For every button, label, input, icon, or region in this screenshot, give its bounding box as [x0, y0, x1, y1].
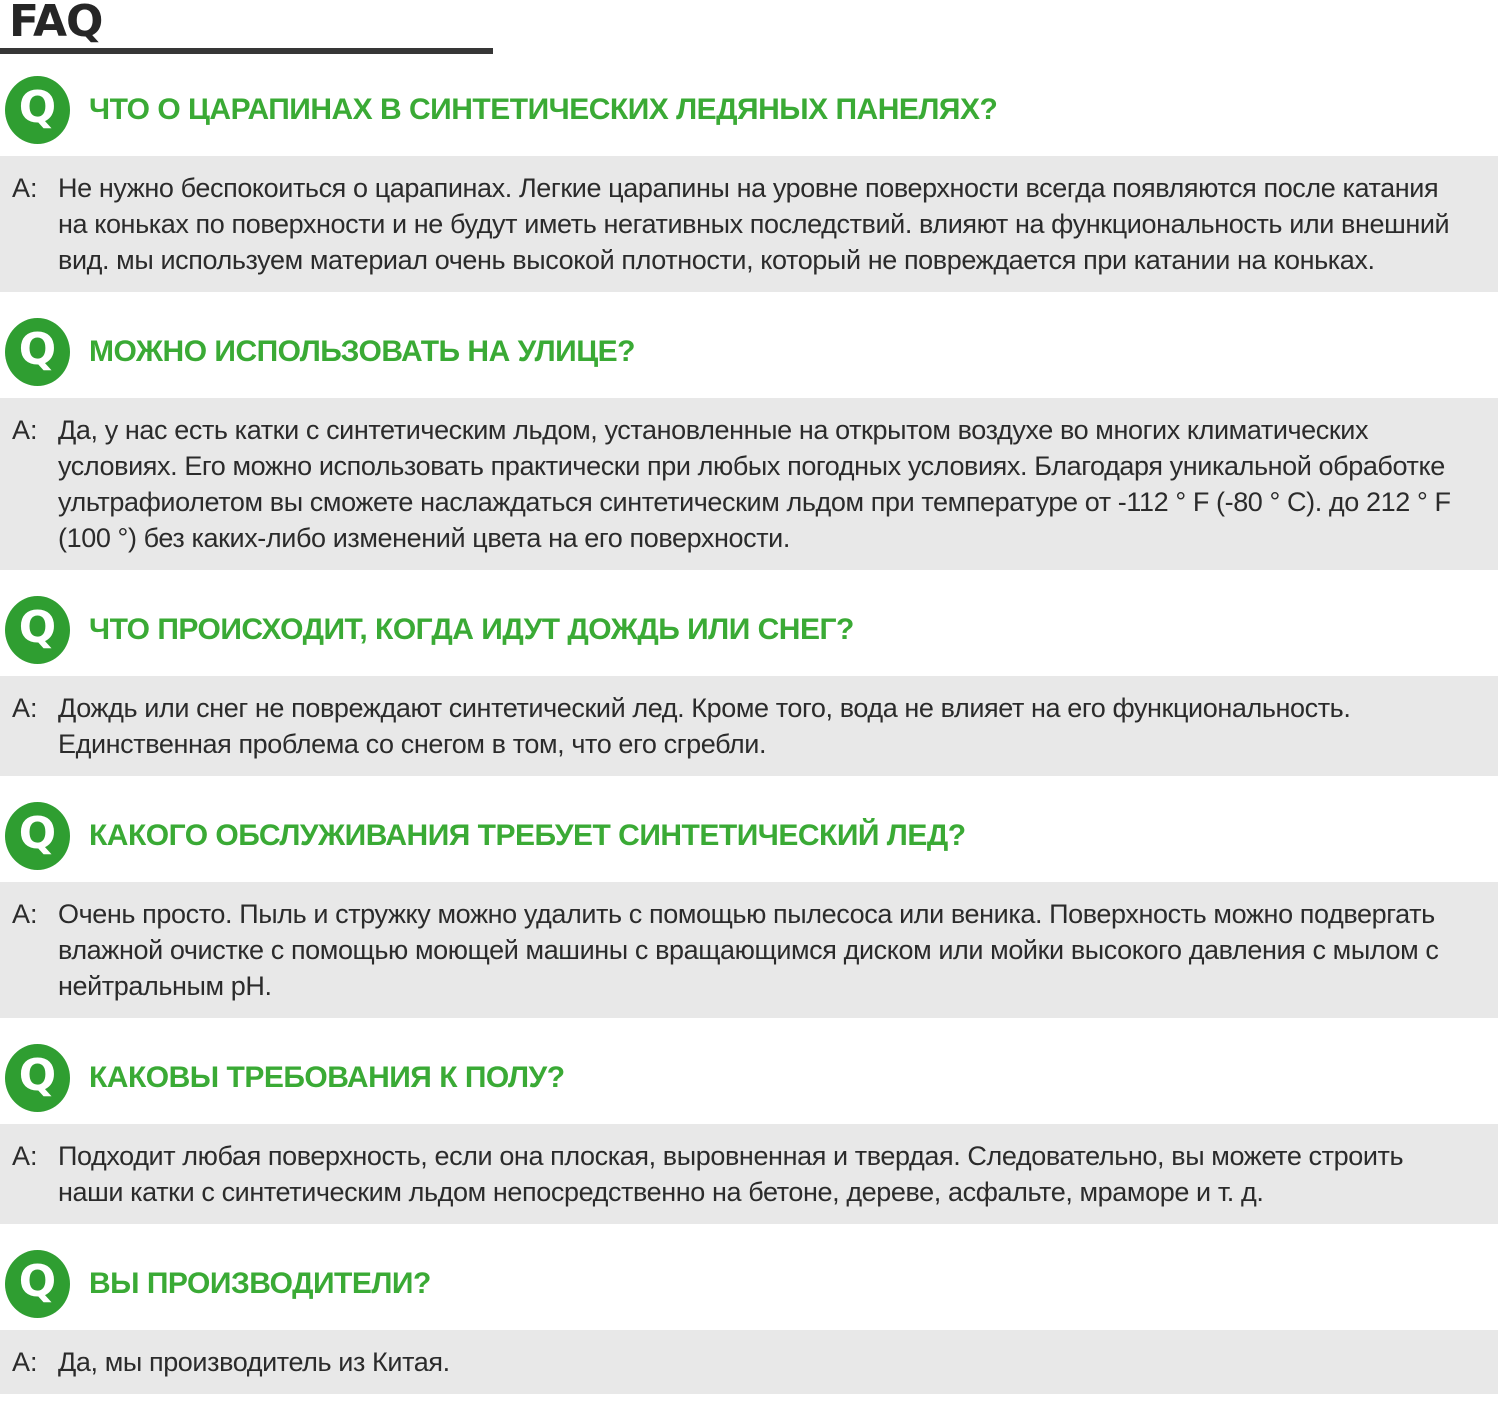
question-row — [5, 1044, 1503, 1112]
question-text: ВЫ ПРОИЗВОДИТЕЛИ? — [89, 1266, 431, 1300]
q-badge-icon: Q — [5, 1044, 70, 1112]
answer-text: Не нужно беспокоиться о царапинах. Легкие царапины на уровне поверхности всегда появляются после катания на коньках по поверхности и не будут иметь негативных последствий. влияют на функциональность или внешний вид. мы используем материал очень высокой плотности, который не повреждается при катании на коньках. — [58, 172, 1450, 275]
answer-text: Дождь или снег не повреждают синтетический лед. Кроме того, вода не влияет на его функциональность. Единственная проблема со снегом в том, что его сгребли. — [58, 692, 1351, 759]
q-badge-icon: Q — [5, 596, 70, 664]
faq-section-5 — [0, 1044, 1503, 1224]
faq-section-1 — [0, 76, 1503, 292]
q-badge-icon: Q — [5, 318, 70, 386]
q-badge-icon: Q — [5, 1250, 70, 1318]
answer-box — [0, 398, 1498, 570]
answer-box — [0, 1330, 1498, 1394]
answer-box — [0, 676, 1498, 776]
faq-list — [0, 76, 1503, 1394]
faq-section-2 — [0, 318, 1503, 570]
q-badge-icon: Q — [5, 802, 70, 870]
faq-section-3 — [0, 596, 1503, 776]
question-text: ЧТО ПРОИСХОДИТ, КОГДА ИДУТ ДОЖДЬ ИЛИ СНЕГ? — [89, 612, 854, 646]
question-text: КАКОВЫ ТРЕБОВАНИЯ К ПОЛУ? — [89, 1060, 565, 1094]
answer-label: A: — [12, 414, 38, 445]
question-row — [5, 1250, 1503, 1318]
question-text: ЧТО О ЦАРАПИНАХ В СИНТЕТИЧЕСКИХ ЛЕДЯНЫХ ПАНЕЛЯХ? — [89, 92, 998, 126]
answer-box — [0, 882, 1498, 1018]
answer-text: Да, мы производитель из Китая. — [58, 1346, 450, 1377]
answer-label: A: — [12, 1140, 38, 1171]
question-row — [5, 318, 1503, 386]
faq-section-6 — [0, 1250, 1503, 1394]
question-row — [5, 802, 1503, 870]
answer-label: A: — [12, 172, 38, 203]
answer-box — [0, 1124, 1498, 1224]
answer-label: A: — [12, 898, 38, 929]
question-row — [5, 76, 1503, 144]
question-text: МОЖНО ИСПОЛЬЗОВАТЬ НА УЛИЦЕ? — [89, 334, 635, 368]
q-badge-icon: Q — [5, 76, 70, 144]
answer-text: Очень просто. Пыль и стружку можно удалить с помощью пылесоса или веника. Поверхность можно подвергать влажной очистке с помощью моющей машины с вращающимся диском или мойки высокого давления с мылом с нейтральным pH. — [58, 898, 1439, 1001]
question-row — [5, 596, 1503, 664]
answer-label: A: — [12, 1346, 38, 1377]
answer-text: Да, у нас есть катки с синтетическим льдом, установленные на открытом воздухе во многих климатических условиях. Его можно использовать практически при любых погодных условиях. Благодаря уникальной обработке ультрафиолетом вы сможете наслаждаться синтетическим льдом при температуре от -112 ° F (-80 ° C). до 212 ° F (100 °) без каких-либо изменений цвета на его поверхности. — [58, 414, 1451, 553]
question-text: КАКОГО ОБСЛУЖИВАНИЯ ТРЕБУЕТ СИНТЕТИЧЕСКИЙ ЛЕД? — [89, 818, 966, 852]
title-underline — [0, 48, 493, 54]
faq-section-4 — [0, 802, 1503, 1018]
answer-label: A: — [12, 692, 38, 723]
page-title: FAQ — [9, 0, 103, 47]
answer-text: Подходит любая поверхность, если она плоская, выровненная и твердая. Следовательно, вы можете строить наши катки с синтетическим льдом непосредственно на бетоне, дереве, асфальте, мраморе и т. д. — [58, 1140, 1404, 1207]
answer-box — [0, 156, 1498, 292]
page-header — [0, 0, 1503, 54]
